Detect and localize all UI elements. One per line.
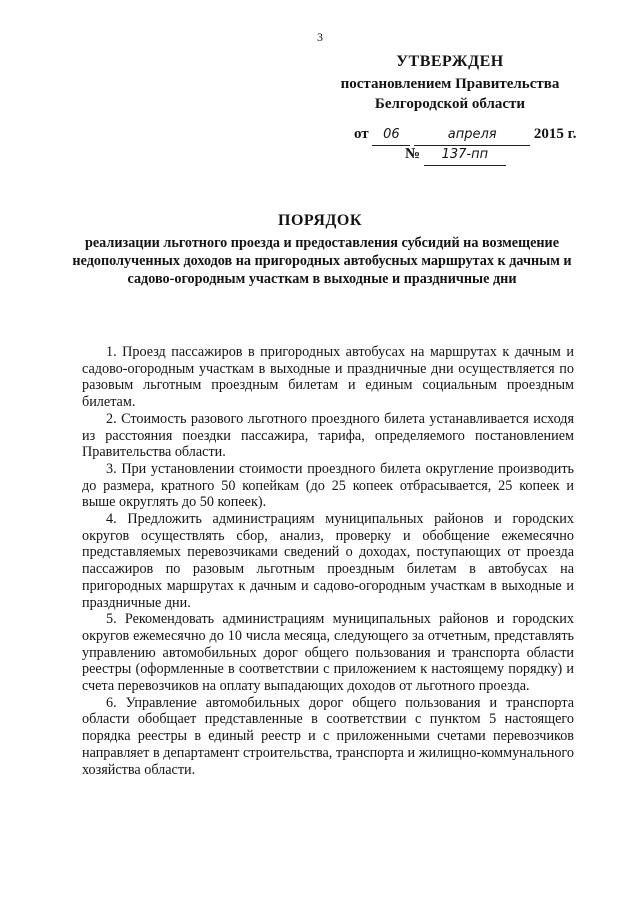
date-month: апреля bbox=[414, 125, 530, 146]
resolution-number bbox=[405, 144, 506, 166]
paragraph-6: 6. Управление автомобильных дорог общего пользования и транспорта области обобщает представленные в соответствии с пунктом 5 настоящего порядка реестры в единый реестр и с приложенными счетами перевозчиков направляет в департамент строительства, транспорта и жилищно-коммунального хозяйства области. bbox=[82, 694, 574, 778]
date-day: 06 bbox=[372, 125, 410, 146]
number-prefix: № bbox=[405, 146, 421, 162]
paragraph-4: 4. Предложить администрациям муниципальных районов и городских округов осуществлять сбор, анализ, проверку и обобщение ежемесячно представляемых перевозчиками сведений о доходах, поступающих от проезда пассажиров по разовым льготным проездным билетам в автобусах на пригородных маршрутах к дачным и садово-огородным участкам в выходные и праздничные дни. bbox=[82, 511, 574, 611]
paragraph-1: 1. Проезд пассажиров в пригородных автобусах на маршрутах к дачным и садово-огородным участкам в выходные и праздничные дни осуществляется по разовым льготным проездным билетам и единым социальным проездным билетам. bbox=[82, 344, 574, 411]
approval-region: Белгородской области bbox=[374, 96, 526, 112]
date-prefix: от bbox=[354, 126, 369, 142]
number-value: 137-пп bbox=[424, 145, 506, 166]
approval-authority: постановлением Правительства bbox=[340, 76, 560, 92]
approved-heading: УТВЕРЖДЕН bbox=[396, 53, 504, 70]
document-subtitle: реализации льготного проезда и предоставления субсидий на возмещение недополученных доходов на пригородных автобусных маршрутах к дачным и садово-огородным участкам в выходные и праздничные дни bbox=[72, 235, 572, 287]
paragraph-2: 2. Стоимость разового льготного проездного билета устанавливается исходя из расстояния поездки пассажира, тарифа, определяемого постановлением Правительства области. bbox=[82, 410, 574, 461]
date-year: 2015 г. bbox=[533, 126, 577, 142]
paragraph-3: 3. При установлении стоимости проездного билета округление производить до размера, кратного 50 копейкам (до 25 копеек отбрасывается, 25 копеек и выше округлять до 50 копеек). bbox=[82, 460, 574, 511]
paragraph-5: 5. Рекомендовать администрациям муниципальных районов и городских округов ежемесячно до 10 числа месяца, следующего за отчетным, представлять управлению автомобильных дорог общего пользования и транспорта области реестры (оформленные в соответствии с приложением к настоящему порядку) и счета перевозчиков на оплату выпадающих доходов от льготного проезда. bbox=[82, 611, 574, 695]
document-body bbox=[82, 344, 574, 778]
page-number: 3 bbox=[317, 30, 323, 44]
document-title: ПОРЯДОК bbox=[278, 212, 362, 229]
approval-block bbox=[330, 52, 570, 114]
approval-date bbox=[354, 124, 594, 146]
